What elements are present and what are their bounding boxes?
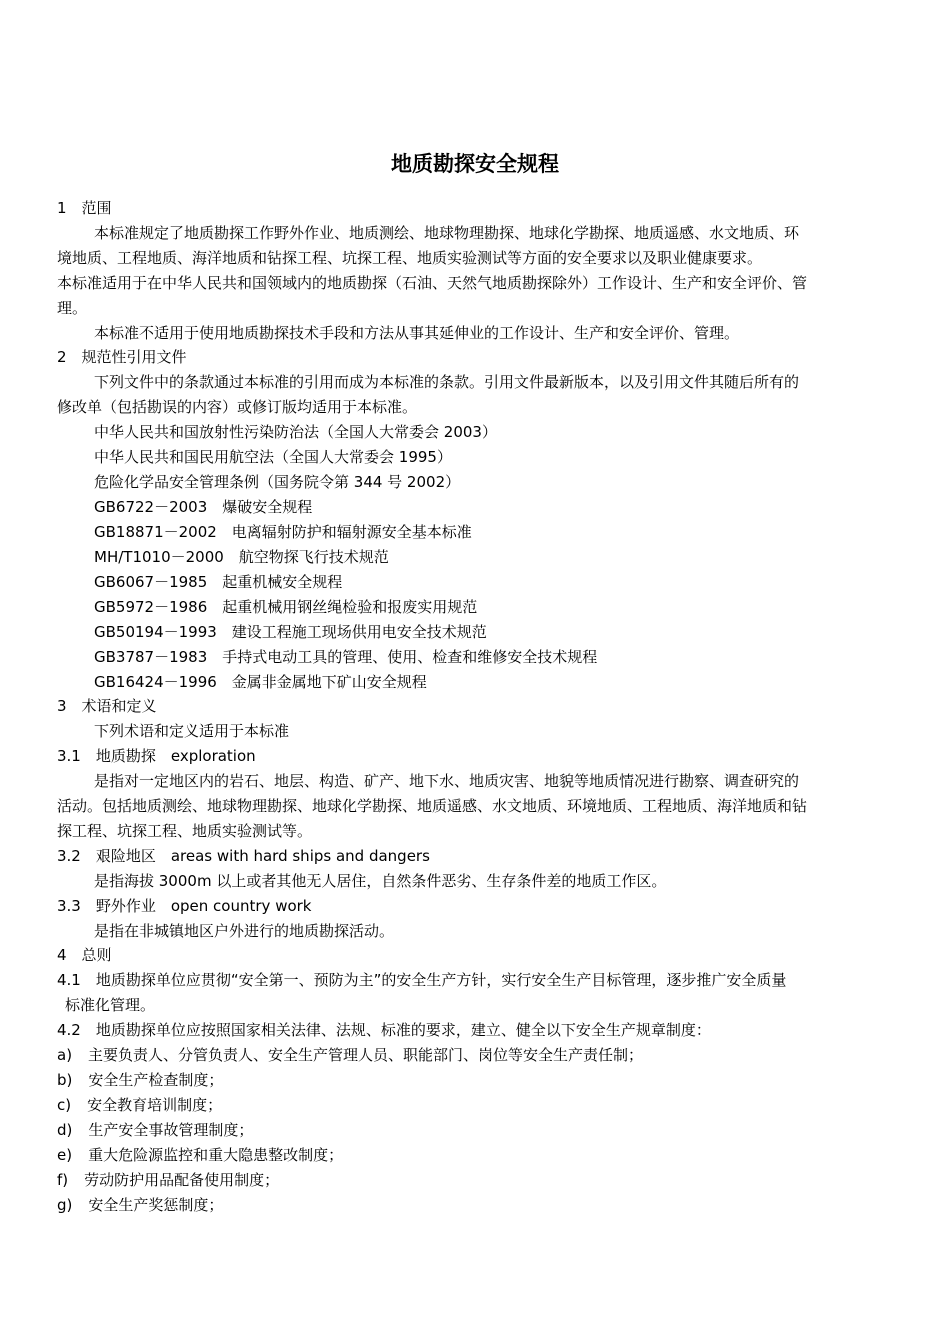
list-item-text: 安全教育培训制度； [87,1096,223,1114]
reference-item: 中华人民共和国民用航空法（全国人大常委会 1995） [94,448,452,466]
reference-item: 中华人民共和国放射性污染防治法（全国人大常委会 2003） [94,423,497,441]
paragraph-line: 下列文件中的条款通过本标准的引用而成为本标准的条款。引用文件最新版本，以及引用文件其随后所有的 [94,373,800,391]
list-item-text: 安全生产奖惩制度； [88,1196,224,1214]
list-item-label: d) [57,1121,73,1139]
paragraph-line: 是指海拔 3000m 以上或者其他无人居住，自然条件恶劣、生存条件差的地质工作区。 [94,872,667,890]
term-heading: 3.1 地质勘探 exploration [57,747,256,765]
reference-item: GB5972－1986 起重机械用钢丝绳检验和报废实用规范 [94,598,478,616]
reference-item: GB50194－1993 建设工程施工现场供用电安全技术规范 [94,623,487,641]
paragraph-line: 是指在非城镇地区户外进行的地质勘探活动。 [94,922,395,940]
list-item [57,1144,343,1166]
reference-item: MH/T1010－2000 航空物探飞行技术规范 [94,548,389,566]
list-item-text: 主要负责人、分管负责人、安全生产管理人员、职能部门、岗位等安全生产责任制； [88,1046,644,1064]
clause-line: 4.1 地质勘探单位应贯彻“安全第一、预防为主”的安全生产方针，实行安全生产目标管理，逐步推广安全质量 [57,971,787,989]
clause-line: 标准化管理。 [65,996,156,1014]
list-item [57,1194,223,1216]
term-heading: 3.3 野外作业 open country work [57,897,312,915]
list-item [57,1119,253,1141]
list-item [57,1169,279,1191]
list-item-label: f) [57,1171,69,1189]
section-heading-scope: 1 范围 [57,199,112,217]
list-item [57,1044,643,1066]
list-item-label: b) [57,1071,73,1089]
list-item-text: 安全生产检查制度； [88,1071,224,1089]
list-item [57,1069,223,1091]
section-heading-references: 2 规范性引用文件 [57,348,187,366]
list-item [57,1094,222,1116]
reference-item: GB18871－2002 电离辐射防护和辐射源安全基本标准 [94,523,472,541]
paragraph-line: 本标准适用于在中华人民共和国领域内的地质勘探（石油、天然气地质勘探除外）工作设计、生产和安全评价、管 [57,274,808,292]
clause-line: 4.2 地质勘探单位应按照国家相关法律、法规、标准的要求，建立、健全以下安全生产规章制度： [57,1021,711,1039]
section-heading-terms: 3 术语和定义 [57,697,157,715]
list-item-label: g) [57,1196,73,1214]
paragraph-line: 修改单（包括勘误的内容）或修订版均适用于本标准。 [57,398,418,416]
list-item-text: 劳动防护用品配备使用制度； [84,1171,280,1189]
paragraph-line: 活动。包括地质测绘、地球物理勘探、地球化学勘探、地质遥感、水文地质、环境地质、工程地质、海洋地质和钻 [57,797,808,815]
list-item-label: e) [57,1146,73,1164]
paragraph-line: 是指对一定地区内的岩石、地层、构造、矿产、地下水、地质灾害、地貌等地质情况进行勘察、调查研究的 [94,772,800,790]
paragraph-line: 本标准规定了地质勘探工作野外作业、地质测绘、地球物理勘探、地球化学勘探、地质遥感、水文地质、环 [94,224,800,242]
paragraph-line: 境地质、工程地质、海洋地质和钻探工程、坑探工程、地质实验测试等方面的安全要求以及职业健康要求。 [57,249,763,267]
reference-item: GB3787－1983 手持式电动工具的管理、使用、检查和维修安全技术规程 [94,648,598,666]
reference-item: GB6067－1985 起重机械安全规程 [94,573,343,591]
paragraph-line: 本标准不适用于使用地质勘探技术手段和方法从事其延伸业的工作设计、生产和安全评价、管理。 [94,324,740,342]
list-item-label: c) [57,1096,72,1114]
paragraph-line: 探工程、坑探工程、地质实验测试等。 [57,822,313,840]
paragraph-line: 下列术语和定义适用于本标准 [94,722,290,740]
list-item-text: 生产安全事故管理制度； [88,1121,254,1139]
term-heading: 3.2 艰险地区 areas with hard ships and dangers [57,847,430,865]
reference-item: GB6722－2003 爆破安全规程 [94,498,313,516]
paragraph-line: 理。 [57,299,88,317]
reference-item: 危险化学品安全管理条例（国务院令第 344 号 2002） [94,473,461,491]
list-item-text: 重大危险源监控和重大隐患整改制度； [88,1146,344,1164]
section-heading-general: 4 总则 [57,946,112,964]
document-title: 地质勘探安全规程 [391,151,559,176]
list-item-label: a) [57,1046,73,1064]
reference-item: GB16424－1996 金属非金属地下矿山安全规程 [94,673,427,691]
